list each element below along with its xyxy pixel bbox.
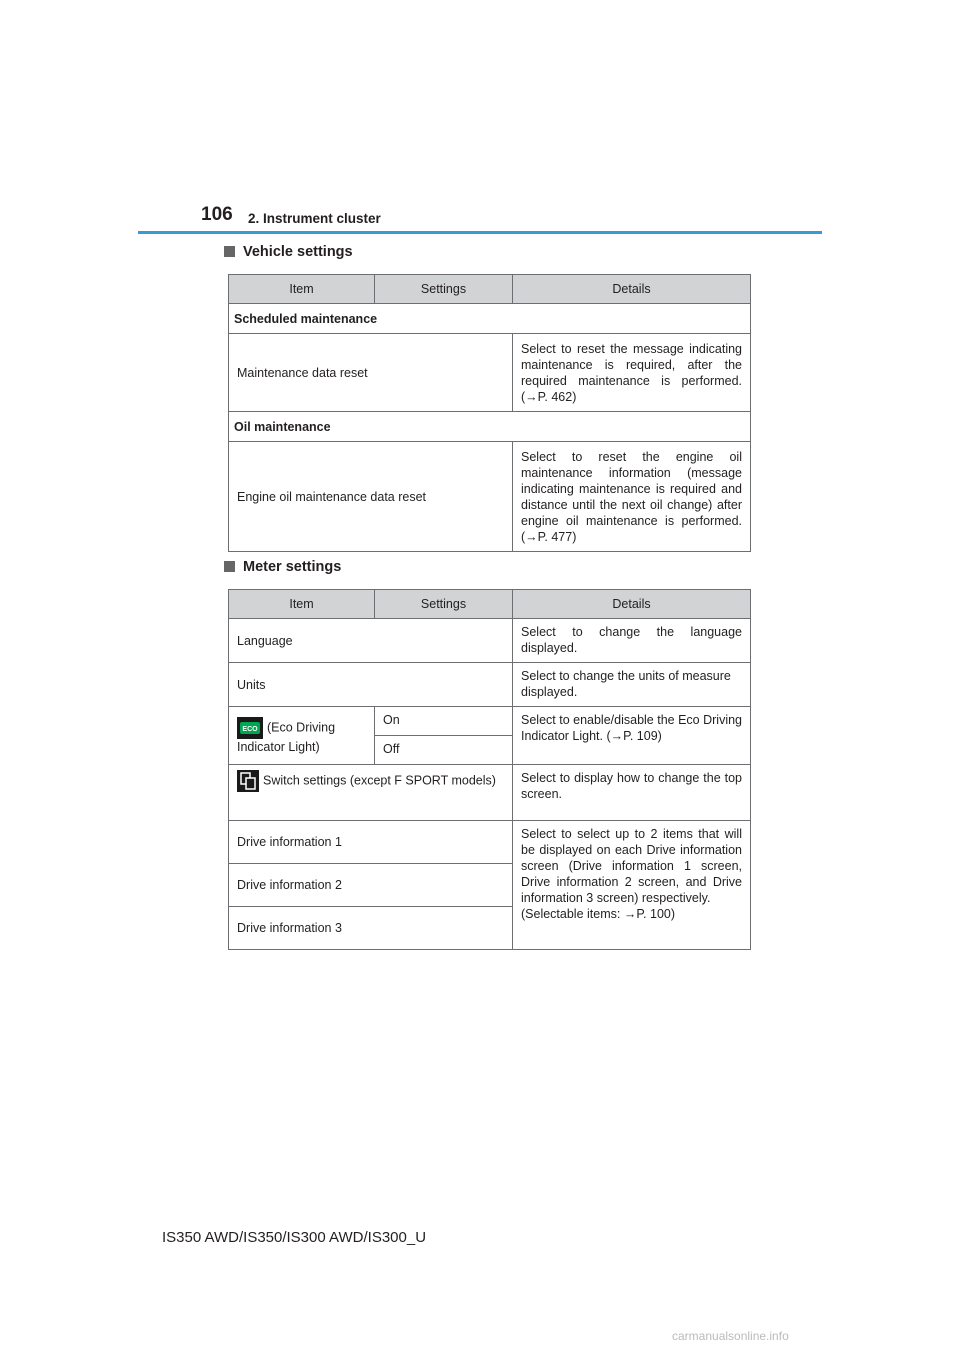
vehicle-settings-heading [224, 244, 353, 260]
vehicle-settings-heading-text: Vehicle settings [243, 244, 353, 260]
details-language: Select to change the language displayed. [513, 619, 751, 663]
eco-indicator-icon [237, 717, 263, 739]
table-row [229, 412, 751, 442]
details-eco-driving-indicator: Select to enable/disable the Eco Driving Indicator Light. (→P. 109) [513, 707, 751, 765]
table-header-row [229, 590, 751, 619]
table-row [229, 663, 751, 707]
setting-on: On [375, 707, 513, 736]
bullet-square-icon [224, 561, 235, 572]
table-row [229, 334, 751, 412]
eco-item-label: (Eco Driving Indicator Light) [237, 719, 336, 754]
column-header-details: Details [513, 590, 751, 619]
column-header-details: Details [513, 275, 751, 304]
item-maintenance-data-reset: Maintenance data reset [229, 334, 513, 412]
watermark-link[interactable]: carmanualsonline.info [672, 1329, 789, 1343]
meter-settings-heading-text: Meter settings [243, 559, 342, 575]
table-row [229, 707, 751, 736]
section-title: 2. Instrument cluster [248, 211, 381, 226]
details-drive-information [513, 821, 751, 950]
vehicle-settings-table [228, 274, 751, 552]
page-number: 106 [201, 204, 233, 225]
item-units: Units [229, 663, 513, 707]
switch-settings-icon [237, 770, 259, 792]
drive-details-text: Select to select up to 2 items that will be displayed on each Drive information screen (Drive information 1 screen, Drive information 2 screen, and Drive information 3 screen) respectively. [521, 827, 742, 905]
meter-settings-heading [224, 559, 341, 575]
item-drive-information-3: Drive information 3 [229, 907, 513, 950]
table-row [229, 765, 751, 821]
column-header-settings: Settings [375, 590, 513, 619]
group-label-oil-maintenance: Oil maintenance [229, 412, 751, 442]
setting-off: Off [375, 736, 513, 765]
table-row [229, 442, 751, 552]
header-rule [138, 231, 822, 234]
table-row [229, 619, 751, 663]
table-row [229, 304, 751, 334]
table-header-row [229, 275, 751, 304]
switch-settings-label: Switch settings (except F SPORT models) [263, 773, 496, 788]
drive-details-reference: (Selectable items: →P. 100) [521, 907, 676, 921]
item-eco-driving-indicator [229, 707, 375, 765]
meter-settings-table [228, 589, 751, 950]
item-drive-information-2: Drive information 2 [229, 864, 513, 907]
details-maintenance-data-reset: Select to reset the message indicating maintenance is required, after the required maintenance is performed. (→P. 462) [513, 334, 751, 412]
table-row [229, 821, 751, 864]
eco-icon-text: ECO [242, 725, 258, 733]
item-switch-settings [229, 765, 513, 821]
model-footer: IS350 AWD/IS350/IS300 AWD/IS300_U [162, 1229, 427, 1246]
column-header-item: Item [229, 275, 375, 304]
column-header-settings: Settings [375, 275, 513, 304]
group-label-scheduled-maintenance: Scheduled maintenance [229, 304, 751, 334]
item-drive-information-1: Drive information 1 [229, 821, 513, 864]
details-units: Select to change the units of measure displayed. [513, 663, 751, 707]
item-engine-oil-data-reset: Engine oil maintenance data reset [229, 442, 513, 552]
bullet-square-icon [224, 246, 235, 257]
details-engine-oil-data-reset: Select to reset the engine oil maintenance information (message indicating maintenance is required and distance until the next oil change) after engine oil maintenance is performed. (→P. 477) [513, 442, 751, 552]
item-language: Language [229, 619, 513, 663]
details-switch-settings: Select to display how to change the top screen. [513, 765, 751, 821]
column-header-item: Item [229, 590, 375, 619]
